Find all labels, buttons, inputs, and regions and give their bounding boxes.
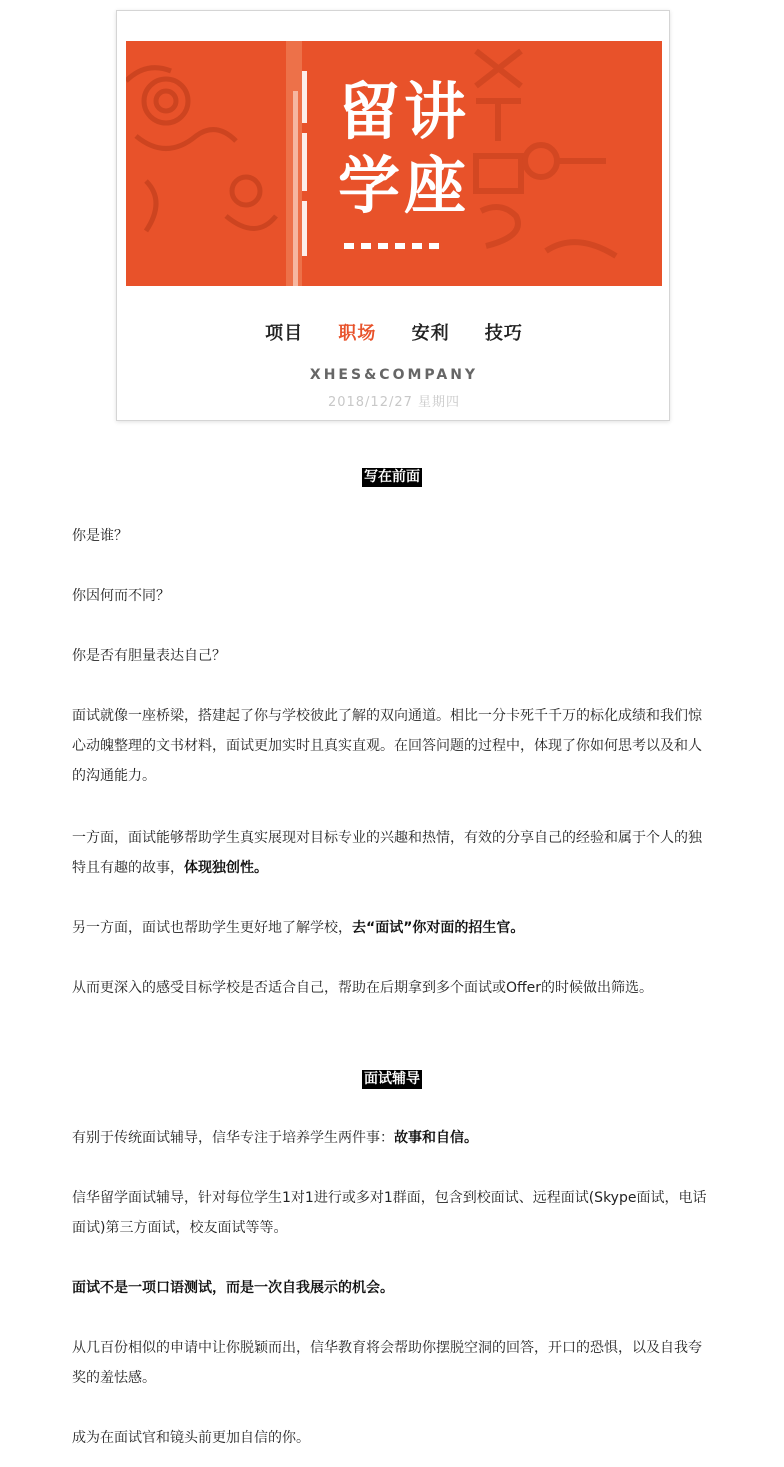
- paragraph: 你是谁？: [72, 528, 128, 544]
- paragraph: 你是否有胆量表达自己？: [72, 648, 226, 664]
- paragraph: 你因何而不同？: [72, 588, 170, 604]
- cover-card: [116, 10, 670, 421]
- cover-banner: [126, 41, 662, 286]
- paragraph-emphasis: 故事和自信。: [394, 1130, 478, 1146]
- tag-recommend: 安利: [411, 323, 450, 344]
- section-heading-write-front: [0, 466, 784, 487]
- paragraph-text: 一方面，面试能够帮助学生真实展现对目标专业的兴趣和热情，有效的分享自己的经验和属于个人的独特且有趣的故事，: [72, 830, 702, 876]
- section-heading-interview-coaching: [0, 1068, 784, 1089]
- tag-projects: 项目: [265, 323, 304, 344]
- paragraph: 面试就像一座桥梁，搭建起了你与学校彼此了解的双向通道。相比一分卡死千千万的标化成绩和我们惊心动魄整理的文书材料，面试更加实时且真实直观。在回答问题的过程中，体现了你如何思考以及和人的沟通能力。: [72, 708, 702, 784]
- paragraph-text: 有别于传统面试辅导，信华专注于培养学生两件事：: [72, 1130, 394, 1146]
- publish-date: 2018/12/27 星期四: [327, 395, 461, 410]
- paragraph-emphasis: 面试不是一项口语测试，而是一次自我展示的机会。: [72, 1280, 394, 1296]
- paragraph: [72, 913, 714, 943]
- paragraph-emphasis: 去“面试”你对面的招生官。: [352, 920, 525, 936]
- banner-title-line1: 留讲: [338, 75, 471, 148]
- heading-label: 面试辅导: [364, 1071, 420, 1087]
- paragraph-emphasis: 体现独创性。: [184, 860, 268, 876]
- paragraph: 从而更深入的感受目标学校是否适合自己，帮助在后期拿到多个面试或Offer的时候做出筛选。: [72, 980, 654, 996]
- category-tags: [117, 319, 671, 345]
- paragraph: [72, 1123, 714, 1153]
- tag-tips: 技巧: [484, 323, 523, 344]
- banner-title: [338, 75, 470, 223]
- paragraph-text: 另一方面，面试也帮助学生更好地了解学校，: [72, 920, 352, 936]
- paragraph: [72, 823, 714, 883]
- paragraph: [72, 1273, 714, 1303]
- paragraph: 从几百份相似的申请中让你脱颖而出，信华教育将会帮助你摆脱空洞的回答，开口的恐惧，以及自我夸奖的羞怯感。: [72, 1340, 702, 1386]
- banner-title-line2: 学座: [338, 149, 471, 222]
- tag-career: 职场: [338, 323, 377, 344]
- heading-label: 写在前面: [364, 469, 420, 485]
- company-name: XHES&COMPANY: [309, 367, 479, 383]
- paragraph: 信华留学面试辅导，针对每位学生1对1进行或多对1群面，包含到校面试、远程面试(Skype面试，电话面试)第三方面试，校友面试等等。: [72, 1190, 707, 1236]
- paragraph: 成为在面试官和镜头前更加自信的你。: [72, 1430, 310, 1446]
